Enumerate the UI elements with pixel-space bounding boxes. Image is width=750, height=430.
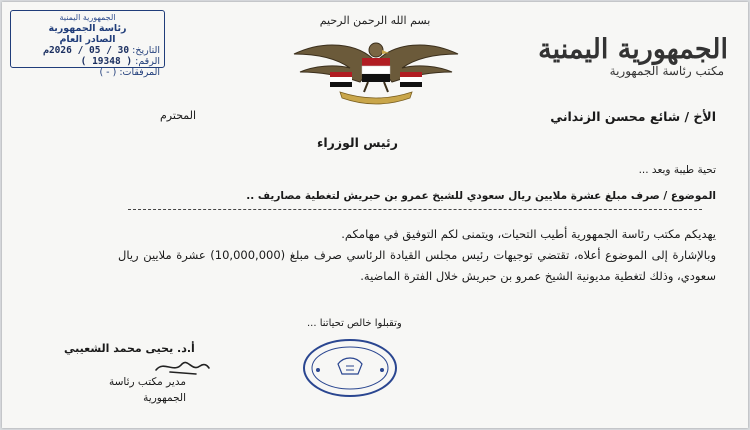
honorific: المحترم	[160, 109, 197, 122]
letterhead-country: الجمهورية اليمنية	[538, 34, 728, 65]
subject-divider	[128, 209, 702, 210]
stamp-date-row	[15, 45, 160, 56]
body-paragraph-1: يهديكم مكتب رئاسة الجمهورية أطيب التحيات، ويتمنى لكم التوفيق في مهامكم.	[341, 227, 716, 241]
signatory-title-line1: مدير مكتب رئاسة الجمهورية	[108, 376, 186, 404]
eagle-emblem-icon	[288, 32, 464, 111]
subject-line: الموضوع / صرف مبلغ عشرة ملايين ريال سعودي للشيخ عمرو بن حبريش لتغطية مصاريف ..	[246, 190, 716, 202]
stamp-number-row	[15, 56, 160, 67]
letter-body	[118, 224, 716, 287]
stamp-number-label: الرقم:	[135, 56, 160, 67]
addressee-position: رئيس الوزراء	[317, 135, 398, 150]
addressee: الأخ / شائع محسن الزنداني	[550, 109, 716, 124]
letterhead-office: مكتب رئاسة الجمهورية	[609, 64, 724, 78]
stamp-number-value: ( 19348 )	[80, 56, 133, 67]
signatory-name: أ.د. يحيى محمد الشعيبي	[64, 342, 195, 355]
letter-page	[2, 2, 748, 428]
stamp-date-label: التاريخ:	[132, 45, 160, 56]
closing-line: وتقبلوا خالص تحياتنا ...	[307, 318, 402, 329]
stamp-office: رئاسة الجمهورية	[48, 23, 127, 34]
basmala: بسم الله الرحمن الرحيم	[319, 14, 431, 27]
stamp-date-value: 30 / 05 / 2026م	[43, 45, 130, 56]
greeting: تحية طيبة وبعد ...	[638, 164, 716, 176]
stamp-attachments: المرفقات: ( - )	[99, 67, 160, 78]
stamp-department: الصادر العام	[59, 34, 116, 45]
stamp-heading: الجمهورية اليمنية	[59, 13, 116, 22]
reference-stamp	[10, 10, 165, 78]
signatory-title	[66, 374, 186, 406]
body-paragraph-2: وبالإشارة إلى الموضوع أعلاه، تقتضي توجيهات رئيس مجلس القيادة الرئاسي صرف مبلغ (10,000,000) عشرة ملايين ريال سعودي، وذلك لتغطية مديونية الشيخ عمرو بن حبريش خلال الفترة الماضية.	[118, 248, 716, 283]
official-seal	[302, 338, 398, 402]
